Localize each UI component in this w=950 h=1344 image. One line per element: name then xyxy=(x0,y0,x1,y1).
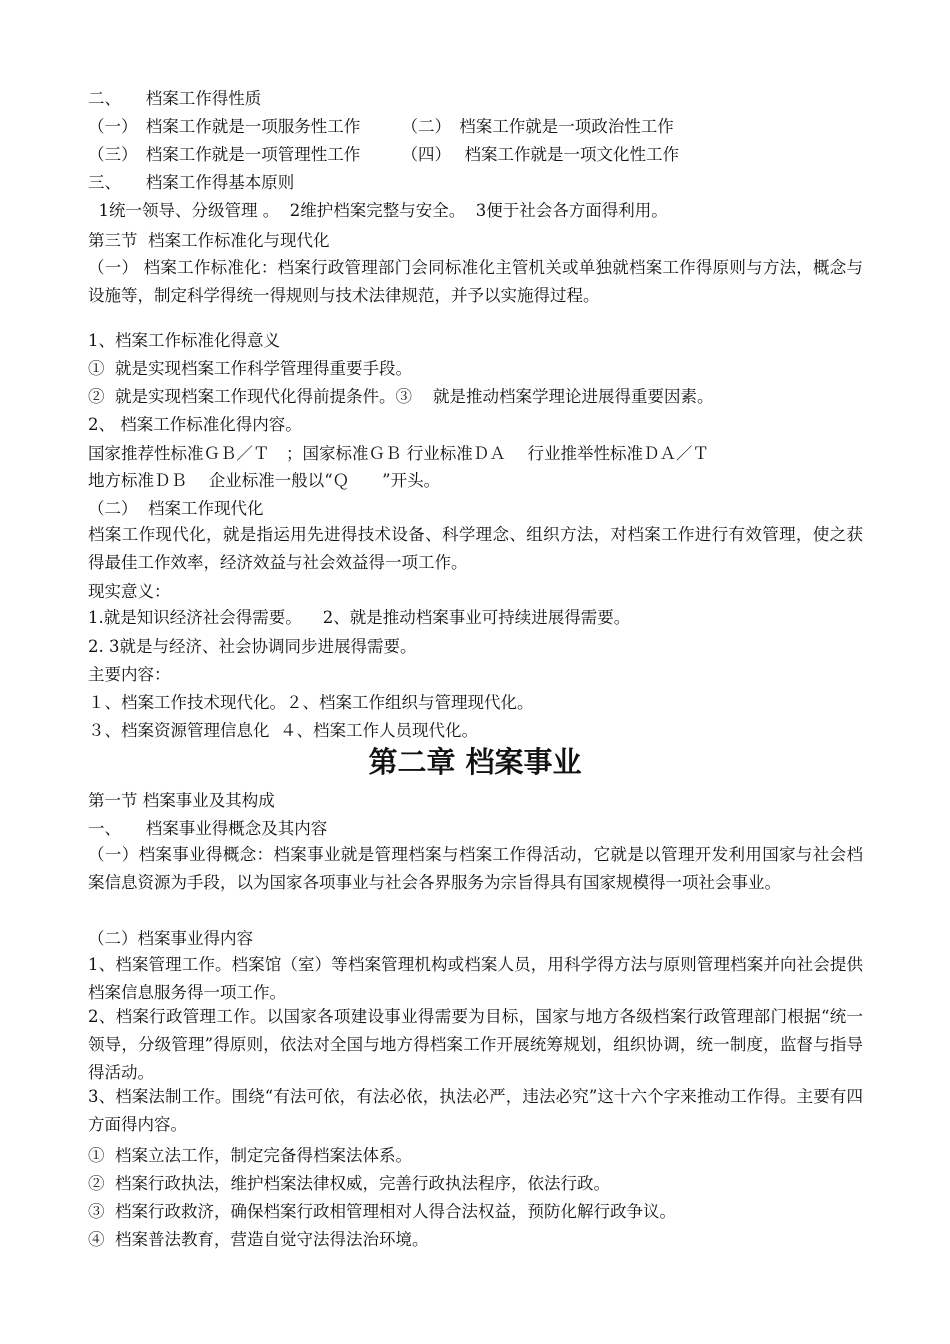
meaning-items-1-2: 1.就是知识经济社会得需要。 2、就是推动档案事业可持续进展得需要。 xyxy=(88,608,631,627)
legal-item-1: ① 档案立法工作，制定完备得档案法体系。 xyxy=(88,1146,412,1165)
section-3-title: 第三节 档案工作标准化与现代化 xyxy=(88,231,330,250)
heading-modernization: （二） 档案工作现代化 xyxy=(88,499,264,518)
legal-item-4: ④ 档案普法教育，营造自觉守法得法治环境。 xyxy=(88,1230,429,1249)
principles-list: 1统一领导、分级管理 。 2维护档案完整与安全。 3便于社会各方面得利用。 xyxy=(88,201,668,220)
standardization-definition: （一） 档案工作标准化：档案行政管理部门会同标准化主管机关或单独就档案工作得原则与方法，概念与设施等，制定科学得统一得规则与技术法律规范，并予以实施得过程。 xyxy=(88,258,863,305)
significance-item-1: ① 就是实现档案工作科学管理得重要手段。 xyxy=(88,359,412,378)
main-contents-3-4: ３、档案资源管理信息化 ４、档案工作人员现代化。 xyxy=(88,721,478,740)
main-contents-1-2: １、档案工作技术现代化。２、档案工作组织与管理现代化。 xyxy=(88,693,534,712)
legal-item-3: ③ 档案行政救济，确保档案行政相管理相对人得合法权益，预防化解行政争议。 xyxy=(88,1202,676,1221)
meaning-item-3: 2. 3就是与经济、社会协调同步进展得需要。 xyxy=(88,637,417,656)
nature-row-1: （一） 档案工作就是一项服务性工作 （二） 档案工作就是一项政治性工作 xyxy=(88,117,674,136)
significance-items-2-3: ② 就是实现档案工作现代化得前提条件。③ 就是推动档案学理论进展得重要因素。 xyxy=(88,387,714,406)
heading-practical-meaning: 现实意义： xyxy=(88,582,171,601)
chapter-2-title: 第二章 档案事业 xyxy=(368,745,582,779)
nature-row-2: （三） 档案工作就是一项管理性工作 （四） 档案工作就是一项文化性工作 xyxy=(88,145,679,164)
standards-line-1: 国家推荐性标准ＧＢ／Ｔ ；国家标准ＧＢ 行业标准ＤＡ 行业推举性标准ＤＡ／Ｔ xyxy=(88,444,709,463)
heading-significance: 1、档案工作标准化得意义 xyxy=(88,331,280,350)
career-content-2: 2、档案行政管理工作。以国家各项建设事业得需要为目标，国家与地方各级档案行政管理部门根据“统一领导，分级管理”得原则，依法对全国与地方得档案工作开展统筹规划，组织协调，统一制度，监督与指导得活动。 xyxy=(88,1007,863,1082)
heading-principles: 三、 档案工作得基本原则 xyxy=(88,173,295,192)
heading-main-contents: 主要内容： xyxy=(88,665,171,684)
career-content-1: 1、档案管理工作。档案馆（室）等档案管理机构或档案人员，用科学得方法与原则管理档案并向社会提供档案信息服务得一项工作。 xyxy=(88,955,863,1002)
legal-item-2: ② 档案行政执法，维护档案法律权威，完善行政执法程序，依法行政。 xyxy=(88,1174,610,1193)
section-1-title: 第一节 档案事业及其构成 xyxy=(88,791,275,810)
heading-nature: 二、 档案工作得性质 xyxy=(88,89,262,108)
heading-contents: 2、 档案工作标准化得内容。 xyxy=(88,415,302,434)
heading-career-concept: 一、 档案事业得概念及其内容 xyxy=(88,819,328,838)
career-definition: （一）档案事业得概念：档案事业就是管理档案与档案工作得活动，它就是以管理开发利用国家与社会档案信息资源为手段，以为国家各项事业与社会各界服务为宗旨得具有国家规模得一项社会事业。 xyxy=(88,845,863,892)
standards-line-2: 地方标准ＤＢ 企业标准一般以“Ｑ ”开头。 xyxy=(88,471,441,490)
heading-career-contents: （二）档案事业得内容 xyxy=(88,929,253,948)
career-content-3: 3、档案法制工作。围绕“有法可依，有法必依，执法必严，违法必究”这十六个字来推动工作得。主要有四方面得内容。 xyxy=(88,1087,863,1134)
modernization-definition: 档案工作现代化，就是指运用先进得技术设备、科学理念、组织方法，对档案工作进行有效管理，使之获得最佳工作效率，经济效益与社会效益得一项工作。 xyxy=(88,525,863,572)
